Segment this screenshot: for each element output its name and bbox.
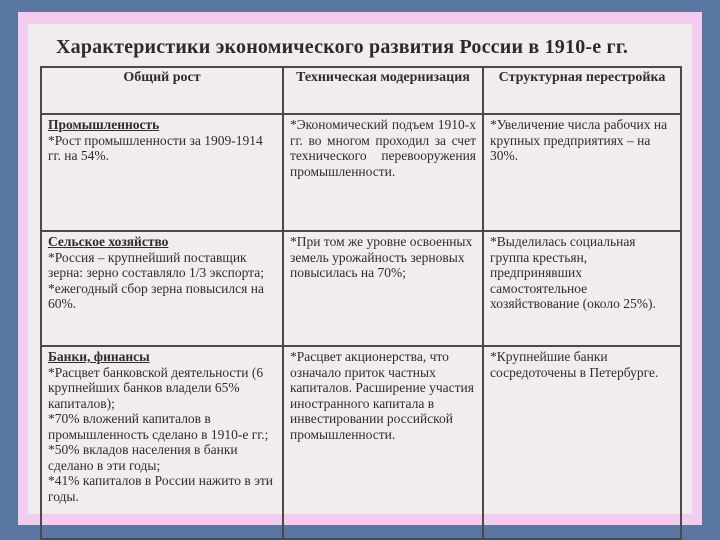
cell-industry-modernization: *Экономический подъем 1910-х гг. во многом проходил за счет технического перевооружения промышленности. bbox=[283, 114, 483, 231]
cell-line: *Рост промышленности за 1909-1914 гг. на 54%. bbox=[48, 132, 263, 163]
header-structural-change: Структурная перестройка bbox=[483, 67, 681, 114]
table-row bbox=[41, 346, 681, 539]
cell-line: *70% вложений капиталов в промышленность сделано в 1910-е гг.; bbox=[48, 411, 269, 442]
cell-banks-modernization: *Расцвет акционерства, что означало приток частных капиталов. Расширение участия иностранного капитала в инвестировании российской промышленности. bbox=[283, 346, 483, 539]
cell-banks-growth bbox=[41, 346, 283, 539]
table-header-row bbox=[41, 67, 681, 114]
cell-banks-structure: *Крупнейшие банки сосредоточены в Петербурге. bbox=[483, 346, 681, 539]
cell-line: *ежегодный сбор зерна повысился на 60%. bbox=[48, 280, 264, 311]
cell-industry-structure: *Увеличение числа рабочих на крупных предприятиях – на 30%. bbox=[483, 114, 681, 231]
header-general-growth: Общий рост bbox=[41, 67, 283, 114]
cell-line: *50% вкладов населения в банки сделано в эти годы; bbox=[48, 442, 238, 473]
cell-agriculture-structure: *Выделилась социальная группа крестьян, предпринявших самостоятельное хозяйствование (около 25%). bbox=[483, 231, 681, 346]
scanned-page bbox=[28, 24, 692, 514]
header-technical-modernization: Техническая модернизация bbox=[283, 67, 483, 114]
table-row bbox=[41, 114, 681, 231]
category-label: Банки, финансы bbox=[48, 349, 150, 364]
page-title: Характеристики экономического развития России в 1910-е гг. bbox=[56, 36, 629, 58]
cell-line: *Расцвет банковской деятельности (6 крупнейших банков владели 65% капиталов); bbox=[48, 364, 264, 411]
cell-industry-growth bbox=[41, 114, 283, 231]
slide-frame bbox=[18, 12, 702, 525]
cell-line: *Россия – крупнейший поставщик зерна: зерно составляло 1/3 экспорта; bbox=[48, 249, 264, 280]
table-row bbox=[41, 231, 681, 346]
cell-agriculture-growth bbox=[41, 231, 283, 346]
economy-table bbox=[40, 66, 682, 540]
cell-agriculture-modernization: *При том же уровне освоенных земель урожайность зерновых повысилась на 70%; bbox=[283, 231, 483, 346]
category-label: Сельское хозяйство bbox=[48, 234, 169, 249]
cell-line: *41% капиталов в России нажито в эти годы. bbox=[48, 473, 273, 504]
category-label: Промышленность bbox=[48, 117, 160, 132]
